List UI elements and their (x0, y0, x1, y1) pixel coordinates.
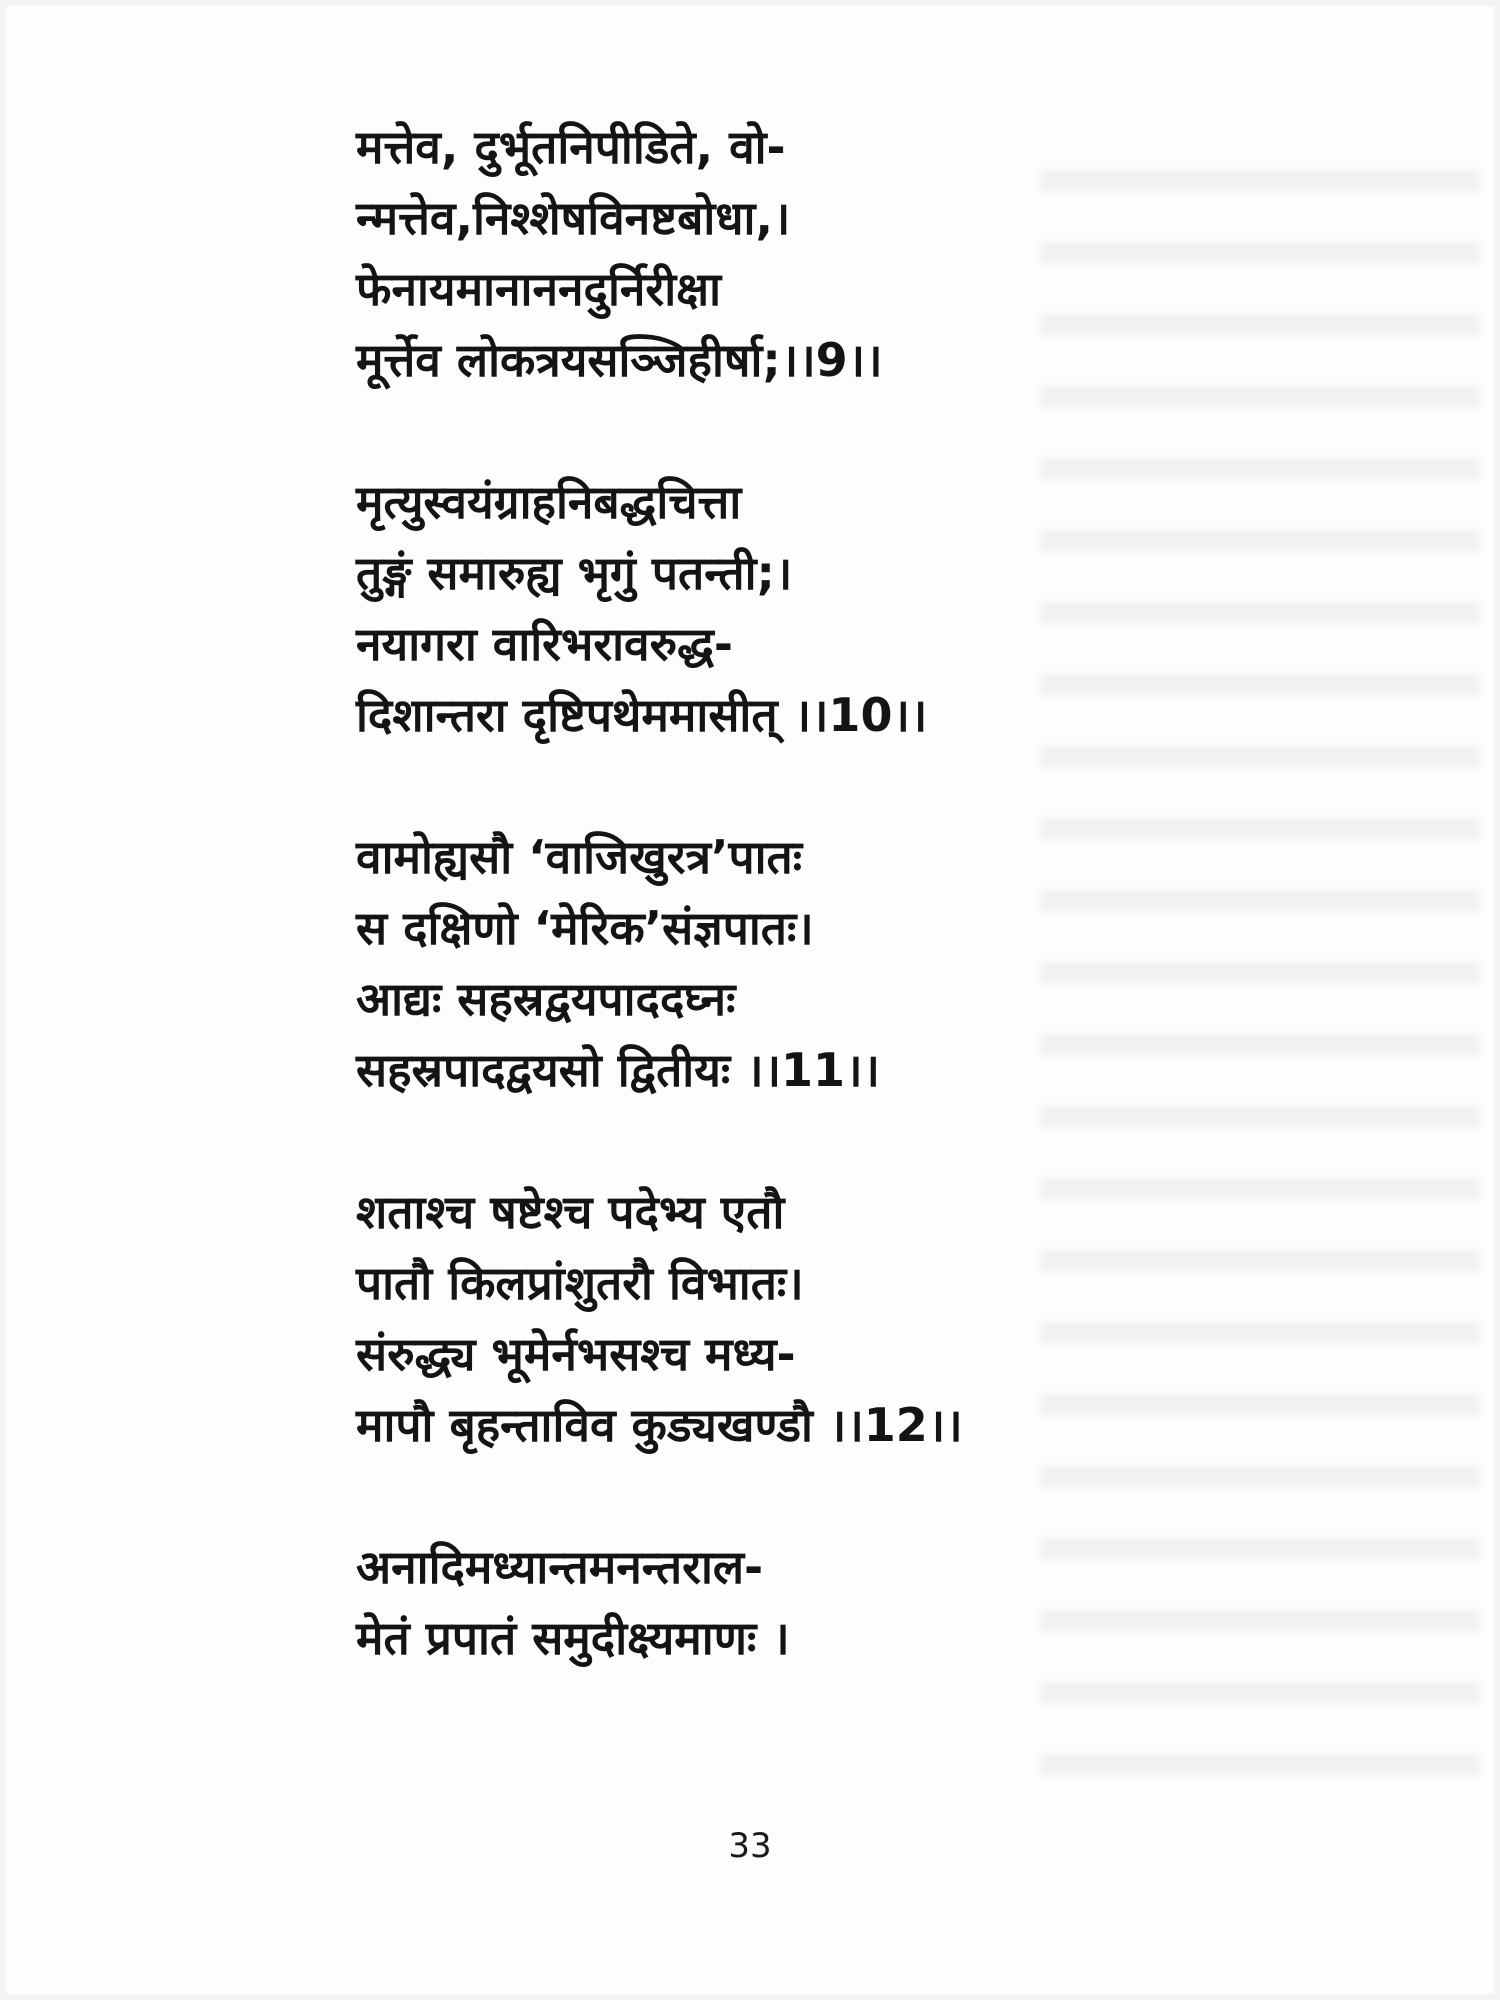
verse-line: मूर्त्तेव लोकत्रयसञ्जिहीर्षा;।।9।। (356, 333, 883, 387)
verse-line: मापौ बृहन्ताविव कुड्यखण्डौ ।।12।। (356, 1398, 963, 1452)
verse-line: फेनायमानाननदुर्निरीक्षा (356, 262, 722, 316)
verse-block (356, 112, 1356, 1745)
verse-stanza-10 (356, 467, 1356, 751)
verse-line: पातौ किलप्रांशुतरौ विभातः। (356, 1256, 804, 1310)
verse-stanza-9 (356, 112, 1356, 396)
verse-line: दिशान्तरा दृष्टिपथेममासीत् ।।10।। (356, 688, 928, 742)
verse-line: शताश्च षष्टेश्च पदेभ्य एतौ (356, 1185, 785, 1239)
verse-line: मेतं प्रपातं समुदीक्ष्यमाणः । (356, 1611, 790, 1665)
verse-line: तुङ्गं समारुह्य भृगुं पतन्ती;। (356, 546, 793, 600)
verse-line: मृत्युस्वयंग्राहनिबद्धचित्ता (356, 475, 742, 529)
verse-stanza-12 (356, 1177, 1356, 1461)
verse-line: अनादिमध्यान्तमनन्तराल- (356, 1540, 764, 1594)
verse-line: आद्यः सहस्रद्वयपाददघ्नः (356, 972, 736, 1026)
verse-line: स दक्षिणो ‘मेरिक’संज्ञपातः। (356, 901, 814, 955)
verse-line: सहस्रपादद्वयसो द्वितीयः ।।11।। (356, 1043, 880, 1097)
verse-line: न्मत्तेव,निश्शेषविनष्टबोधा,। (356, 191, 791, 245)
verse-line: नयागरा वारिभरावरुद्ध- (356, 617, 733, 671)
page-number: 33 (728, 1826, 772, 1866)
verse-stanza-13 (356, 1532, 1356, 1674)
verse-stanza-11 (356, 822, 1356, 1106)
verse-line: मत्तेव, दुर्भूतनिपीडिते, वो- (356, 120, 786, 174)
verse-line: वामोह्यसौ ‘वाजिखुरत्र’पातः (356, 830, 803, 884)
verse-line: संरुद्ध्य भूमेर्नभसश्च मध्य- (356, 1327, 796, 1381)
